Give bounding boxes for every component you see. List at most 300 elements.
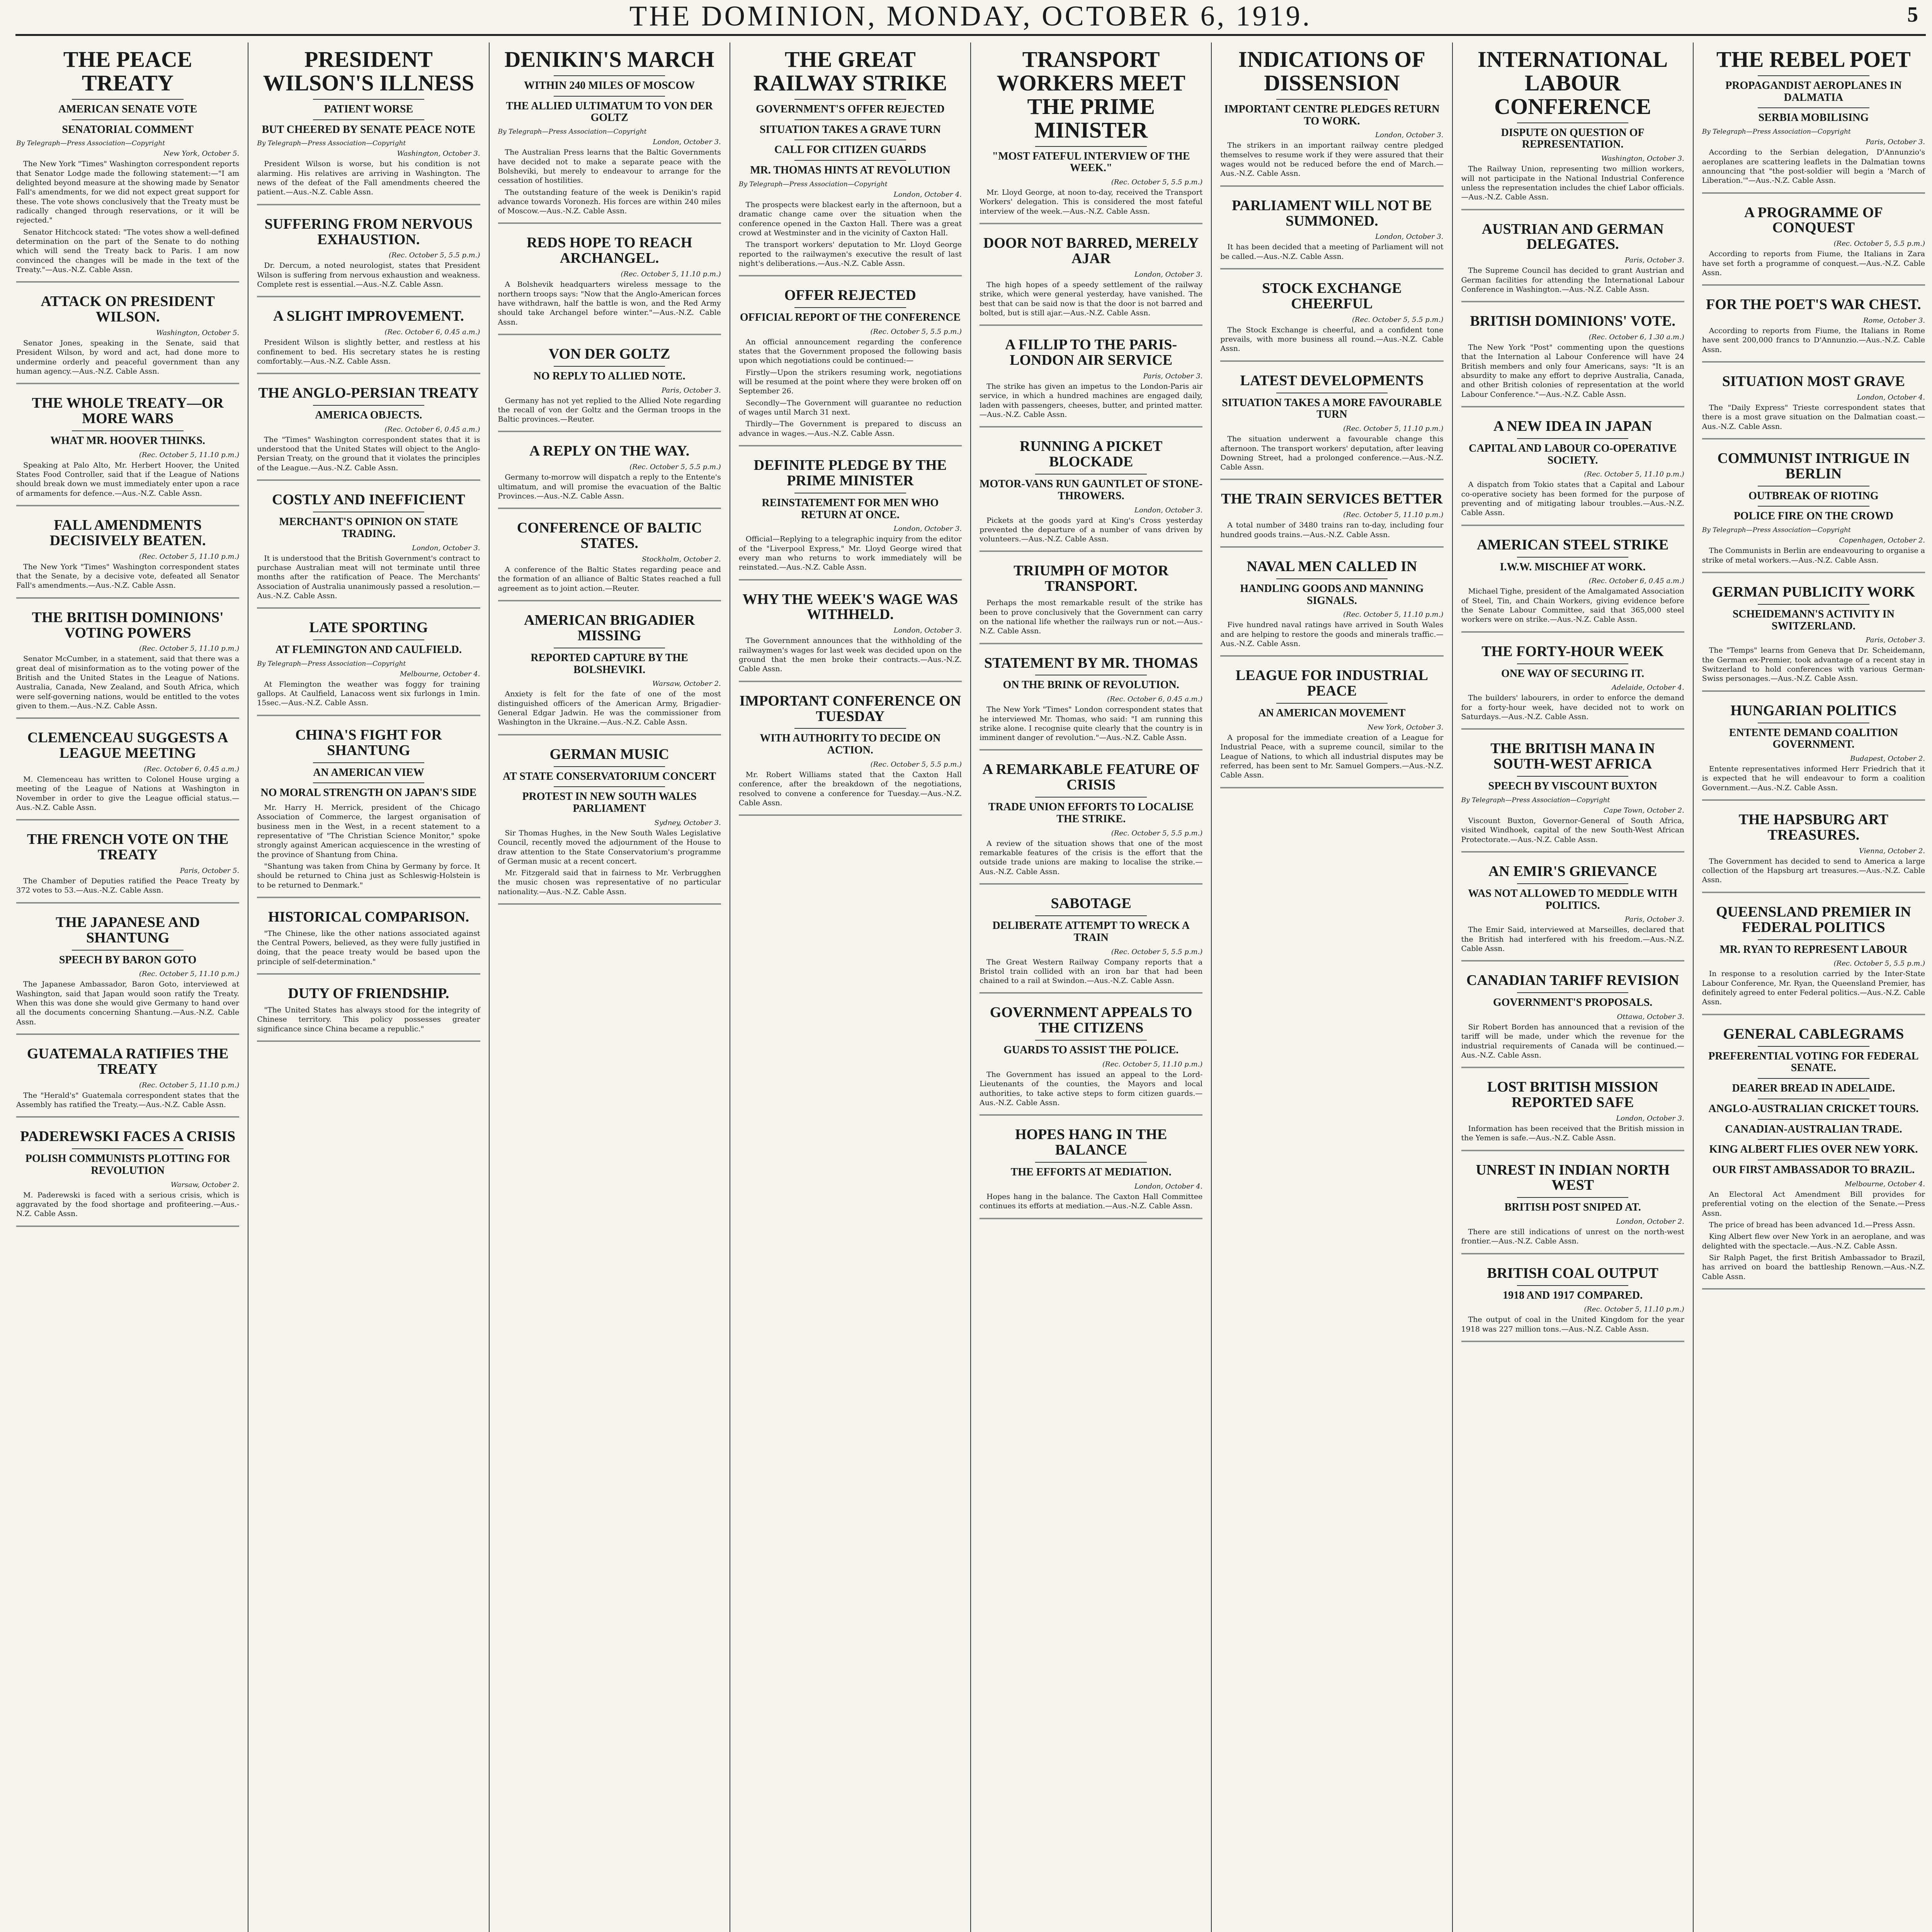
article-headline: THE ANGLO-PERSIAN TREATY [258,385,479,401]
article-rule [1702,1014,1925,1015]
article [1461,48,1684,210]
article-paragraph: Speaking at Palo Alto, Mr. Herbert Hoover, the United States Food Controller, said that if the League of Nations should break down we must immediately enter upon a race of armaments for defence.—Aus.-N.Z. Cable Assn. [16,461,240,498]
article-rule [498,431,721,432]
article-paragraph: King Albert flew over New York in an aeroplane, and was delighted with the spectacle.—Aus.-N.Z. Cable Assn. [1702,1232,1925,1250]
article-rule [16,718,239,719]
article-subheading: SPEECH BY VISCOUNT BUXTON [1488,780,1657,793]
article-subheading: DEARER BREAD IN ADELAIDE. [1732,1082,1895,1095]
article-rule [1702,572,1925,573]
article-paragraph: Pickets at the goods yard at King's Cross yesterday prevented the departure of a number of vans driven by volunteers.—Aus.-N.Z. Cable Assn. [980,516,1203,544]
article-body [498,396,721,424]
article-rule [257,897,480,898]
article-paragraph: An official announcement regarding the conference states that the Government proposed the following basis upon which negotiations could be continued:— [738,337,962,365]
article-subheading: MERCHANT'S OPINION ON STATE TRADING. [279,516,458,540]
article-dateline: (Rec. October 5, 11.10 p.m.) [1343,425,1444,433]
article-headline: A NEW IDEA IN JAPAN [1493,418,1652,434]
article-dateline: Paris, October 3. [1143,372,1203,380]
article-headline: FOR THE POET'S WAR CHEST. [1706,296,1921,313]
article-headline: PRESIDENT WILSON'S ILLNESS [263,47,474,95]
article-subheading: SITUATION TAKES A MORE FAVOURABLE TURN [1222,396,1442,421]
article-subheading: OUR FIRST AMBASSADOR TO BRAZIL. [1712,1164,1915,1176]
newspaper-column [1453,43,1694,1932]
article-headline: LATE SPORTING [309,619,428,636]
article [16,294,239,384]
article-body [16,876,239,895]
article-dateline: London, October 3. [893,626,962,635]
article-body [257,680,480,708]
headline-divider [1517,122,1629,123]
article-paragraph: M. Paderewski is faced with a serious crisis, which is aggravated by the food shortage and profiteering.—Aus.-N.Z. Cable Assn. [16,1190,240,1218]
article-subheading: PROPAGANDIST AEROPLANES IN DALMATIA [1725,79,1902,104]
article-paragraph: A proposal for the immediate creation of a League for Industrial Peace, with a supreme council, similar to the League of Nations, to which all industrial disputes may be referred, has been sent to Mr. Samuel Gompers.—Aus.-N.Z. Cable Assn. [1220,733,1444,780]
article-rule [980,551,1202,552]
article-rule [739,445,962,446]
article-dateline: New York, October 5. [163,150,240,158]
article-byline: By Telegraph—Press Association—Copyright [1702,128,1851,136]
article-subheading: DELIBERATE ATTEMPT TO WRECK A TRAIN [992,919,1190,944]
article-byline: By Telegraph—Press Association—Copyright [1461,796,1610,804]
article-paragraph: Dr. Dercum, a noted neurologist, states that President Wilson is suffering from nervous exhaustion and weakness. Complete rest is essential.—Aus.-N.Z. Cable Assn. [257,261,480,289]
article-subheading: GOVERNMENT'S OFFER REJECTED [756,103,945,115]
article-dateline: Washington, October 5. [156,328,240,337]
headline-divider [1517,776,1629,777]
article-headline: THE TRAIN SERVICES BETTER [1221,491,1443,507]
article-subheading: WITH AUTHORITY TO DECIDE ON ACTION. [760,732,941,757]
article-headline: THE REBEL POET [1716,47,1911,72]
article-paragraph: The Communists in Berlin are endeavouring to organise a strike of metal workers.—Aus.-N.Z. Cable Assn. [1702,546,1925,565]
newspaper-column [730,43,971,1932]
article-rule [1220,479,1443,480]
article-byline: By Telegraph—Press Association—Copyright [16,139,165,148]
article [498,520,721,601]
article-headline: PARLIAMENT WILL NOT BE SUMMONED. [1232,197,1432,229]
article-paragraph: According to the Serbian delegation, D'Annunzio's aeroplanes are scattering leaflets in the Dalmatian towns announcing that "the post-soldier will begin a 'March of Liberation.'"—Aus.-N.Z. Cable Assn. [1702,148,1925,185]
article-body [1461,480,1684,517]
article-headline: COMMUNIST INTRIGUE IN BERLIN [1717,450,1910,482]
article-dateline: Adelaide, October 4. [1612,684,1684,692]
newspaper-column [490,43,730,1932]
headline-divider [1517,557,1629,558]
article-headline: A FILLIP TO THE PARIS-LONDON AIR SERVICE [1005,337,1177,369]
article-rule [498,334,721,335]
article-subheading: SCHEIDEMANN'S ACTIVITY IN SWITZERLAND. [1732,608,1895,632]
article [1702,812,1925,893]
article-paragraph: Michael Tighe, president of the Amalgamated Association of Steel, Tin, and Chain Workers, giving evidence before the Senate Labour Committee, said that 365,000 steel workers were on strike.—Aus.-N.Z. Cable Assn. [1461,587,1684,624]
article-subheading: THE ALLIED ULTIMATUM TO VON DER GOLTZ [506,100,713,124]
article-subheading: PREFERENTIAL VOTING FOR FEDERAL SENATE. [1708,1050,1919,1074]
article-byline: By Telegraph—Press Association—Copyright [257,660,406,668]
article-rule [1461,1253,1684,1254]
article-paragraph: The transport workers' deputation to Mr. Lloyd George reported to the railwaymen's executive the result of last night's deliberations.—Aus.-N.Z. Cable Assn. [738,240,962,268]
article-headline: CHINA'S FIGHT FOR SHANTUNG [295,726,442,759]
article-paragraph: The Japanese Ambassador, Baron Goto, interviewed at Washington, said that Japan would soon ratify the Treaty. When this was done she would give Germany to hand over all the documents concerning Shantung.—Aus.-N.Z. Cable Assn. [16,980,240,1026]
article [16,915,239,1035]
article-paragraph: The New York "Times" Washington correspondent reports that Senator Lodge made the following statement:—"I am delighted beyond measure at the showing made by Senator Fall's amendments, for we did not expect great support for these. The vote shows conclusively that the Treaty must be radically changed through reservations, or it will be rejected." [16,160,240,225]
article-paragraph: Secondly—The Government will guarantee no reduction of wages until March 31 next. [738,398,962,417]
article-headline: VON DER GOLTZ [548,345,670,362]
article-rule [16,281,239,282]
article-subheading: NO MORAL STRENGTH ON JAPAN'S SIDE [260,787,477,799]
article-dateline: Paris, October 3. [1866,138,1925,146]
article [980,1127,1202,1219]
article-rule [16,1116,239,1117]
article-paragraph: According to reports from Fiume, the Italians in Zara have set forth a programme of conquest.—Aus.-N.Z. Cable Assn. [1702,250,1925,277]
article-subheading: WAS NOT ALLOWED TO MEDDLE WITH POLITICS. [1468,887,1677,912]
headline-divider [1517,992,1629,993]
article-paragraph: A review of the situation shows that one of the most remarkable features of the crisis is the effort that the outside trade unions are making to localise the strike.—Aus.-N.Z. Cable Assn. [980,839,1203,876]
article-rule [980,325,1202,326]
article-headline: INDICATIONS OF DISSENSION [1238,47,1425,95]
article-headline: THE FRENCH VOTE ON THE TREATY [27,831,229,863]
article-headline: HOPES HANG IN THE BALANCE [1015,1126,1167,1158]
headline-divider [1758,506,1869,507]
article-subheading: MR. THOMAS HINTS AT REVOLUTION [750,164,951,177]
article-body [498,689,721,727]
article [16,396,239,506]
article-headline: SABOTAGE [1051,895,1131,912]
headline-divider [554,366,665,367]
article-subheading: 1918 AND 1917 COMPARED. [1503,1289,1643,1301]
headline-divider [794,139,906,140]
article-dateline: Ottawa, October 3. [1617,1012,1684,1021]
article-subheading: GOVERNMENT'S PROPOSALS. [1493,997,1653,1009]
headline-divider [794,119,906,120]
article-dateline: London, October 4. [893,190,962,199]
article-paragraph: Sir Thomas Hughes, in the New South Wales Legislative Council, recently moved the adjournment of the House to draw attention to the State Conservatorium's programme of German music at a recent concert. [498,828,721,866]
newspaper-column [1212,43,1452,1932]
article-headline: A SLIGHT IMPROVEMENT. [273,308,464,325]
article-subheading: PROTEST IN NEW SOUTH WALES PARLIAMENT [522,791,697,815]
article-dateline: (Rec. October 5, 5.5 p.m.) [1111,178,1203,187]
article-dateline: London, October 3. [653,138,721,146]
article-dateline: Paris, October 5. [180,867,240,875]
article-subheading: REPORTED CAPTURE BY THE BOLSHEVIKI. [531,651,688,676]
article [1461,537,1684,633]
article-subheading: POLICE FIRE ON THE CROWD [1733,510,1894,522]
article-dateline: (Rec. October 6, 0.45 a.m.) [384,425,480,434]
article-rule [257,296,480,297]
article-body [1461,1315,1684,1334]
article-paragraph: Viscount Buxton, Governor-General of South Africa, visited Windhoek, capital of the new South-West African Protectorate.—Aus.-N.Z. Cable Assn. [1461,816,1684,844]
article [1702,297,1925,362]
article-byline: By Telegraph—Press Association—Copyright [257,139,406,148]
article-dateline: (Rec. October 5, 11.10 p.m.) [1343,611,1444,619]
headline-divider [1758,939,1869,940]
article-subheading: WHAT MR. HOOVER THINKS. [50,434,205,447]
headline-divider [313,405,425,406]
article-subheading: AN AMERICAN MOVEMENT [1258,707,1406,719]
article-rule [1220,268,1443,269]
article-paragraph: The Railway Union, representing two million workers, will not participate in the National Industrial Conference unless the representation includes the chief Labor officials.—Aus.-N.Z. Cable Assn. [1461,165,1684,202]
article-paragraph: The "Times" Washington correspondent states that it is understood that the United States will object to the Anglo-Persian Treaty, on the ground that it violates the principles of the League.—Aus.-N.Z. Cable Assn. [257,435,480,472]
article [498,444,721,509]
article-headline: AN EMIR'S GRIEVANCE [1488,863,1657,879]
masthead-rule [15,34,1926,36]
article-paragraph: The Stock Exchange is cheerful, and a confident tone prevails, with more business all round.—Aus.-N.Z. Cable Assn. [1220,325,1444,353]
article-dateline: London, October 3. [893,525,962,533]
article-dateline: (Rec. October 5, 11.10 p.m.) [139,1081,240,1089]
article-body [257,338,480,366]
article [1220,198,1443,269]
article-dateline: Melbourne, October 4. [400,670,480,678]
headline-divider [1517,438,1629,439]
article-headline: COSTLY AND INEFFICIENT [272,492,465,508]
article [16,730,239,820]
article [980,563,1202,644]
article-paragraph: The New York "Times" London correspondent states that he interviewed Mr. Thomas, who said: "I am running this strike alone. I recognise quite clearly that the country is in imminent danger of revolution."—Aus.-N.Z. Cable Assn. [980,705,1203,742]
article-dateline: Sydney, October 3. [654,818,721,827]
article-body [16,562,239,590]
headline-divider [794,728,906,729]
headline-divider [1035,146,1147,147]
article-body [980,705,1202,742]
article-rule [16,597,239,599]
article-rule [1220,185,1443,187]
article-body [980,280,1202,318]
article-headline: DENIKIN'S MARCH [504,47,714,72]
article-paragraph: The Government announces that the withholding of the railwaymen's wages for last week was decided upon on the ground that the men broke their contracts.—Aus.-N.Z. Cable Assn. [738,636,962,673]
article-rule [980,426,1202,427]
article-paragraph: The high hopes of a speedy settlement of the railway strike, which were general yesterday, have vanished. The best that can be said now is that the door is not barred and bolted, but is still ajar.—Aus.-N.Z. Cable Assn. [980,280,1203,317]
article-headline: THE BRITISH MANA IN SOUTH-WEST AFRICA [1490,740,1655,772]
article-subheading: ANGLO-AUSTRALIAN CRICKET TOURS. [1708,1102,1919,1115]
article-dateline: Warsaw, October 2. [652,680,721,688]
article-dateline: Melbourne, October 4. [1845,1180,1925,1189]
article-dateline: Rome, October 3. [1863,316,1925,325]
article-headline: GENERAL CABLEGRAMS [1723,1026,1904,1042]
article-rule [1461,1341,1684,1342]
article-dateline: London, October 4. [1134,1182,1203,1190]
article-dateline: Paris, October 3. [1866,636,1925,645]
article-dateline: (Rec. October 6, 0.45 a.m.) [144,765,240,774]
article-body [1220,520,1443,539]
article-paragraph: Germany has not yet replied to the Allied Note regarding the recall of von der Goltz and the German troops in the Baltic provinces.—Reuter. [498,396,721,424]
article-paragraph: At Flemington the weather was foggy for training gallops. At Caulfield, Lanacoss went six furlongs in 1min. 15sec.—Aus.-N.Z. Cable Assn. [257,680,480,707]
article-headline: CLEMENCEAU SUGGESTS A LEAGUE MEETING [27,730,228,762]
headline-divider [1758,1078,1869,1079]
article-body [1461,1227,1684,1246]
article-rule [498,508,721,509]
headline-divider [1035,1040,1147,1041]
article-rule [1461,1150,1684,1151]
article-rule [1702,192,1925,194]
article-rule [1702,438,1925,439]
article-paragraph: There are still indications of unrest on the north-west frontier.—Aus.-N.Z. Cable Assn. [1461,1228,1684,1246]
article-body [739,636,962,673]
headline-divider [313,762,425,763]
article-rule [1461,301,1684,302]
article [257,986,480,1042]
article-headline: INTERNATIONAL LABOUR CONFERENCE [1478,47,1668,119]
article [498,48,721,224]
article-paragraph: It is understood that the British Government's contract to purchase Australian meat will not terminate until three months after the ratification of Peace. The Merchants' Association of Australia unanimously passed a resolution.—Aus.-N.Z. Cable Assn. [257,554,480,600]
article-rule [16,505,239,506]
article [1702,205,1925,286]
article-paragraph: The "Temps" learns from Geneva that Dr. Scheidemann, the German ex-Premier, took advantage of a recent stay in Switzerland to hold conferences with various German-Swiss personages.—Aus.-N.Z. Cable Assn. [1702,646,1925,683]
article-body [257,1005,480,1034]
article-paragraph: The Australian Press learns that the Baltic Governments have decided not to make a separate peace with the Bolsheviki, but merely to endeavour to arrange for the cessation of hostilities. [498,148,721,185]
article-paragraph: The Great Western Railway Company reports that a Bristol train collided with an iron bar that had been chained to a rail at Swindon.—Aus.-N.Z. Cable Assn. [980,957,1203,985]
article-dateline: Paris, October 3. [1625,915,1684,924]
article-paragraph: The builders' labourers, in order to enforce the demand for a forty-hour week, have decided not to work on Saturdays.—Aus.-N.Z. Cable Assn. [1461,694,1684,721]
masthead [0,0,1932,34]
article-rule [498,903,721,905]
article [1461,644,1684,730]
article-rule [257,715,480,716]
article-rule [1461,209,1684,210]
article-body [1220,733,1443,780]
article [16,518,239,599]
article-rule [16,819,239,820]
headline-divider [1276,99,1388,100]
article-paragraph: It has been decided that a meeting of Parliament will not be called.—Aus.-N.Z. Cable Assn. [1220,243,1444,261]
article-headline: REDS HOPE TO REACH ARCHANGEL. [526,235,692,267]
article-body [980,382,1202,419]
article-dateline: (Rec. October 5, 5.5 p.m.) [1111,829,1203,837]
article-rule [980,1218,1202,1219]
article-byline: By Telegraph—Press Association—Copyright [498,128,647,136]
article-rule [980,643,1202,644]
article-headline: IMPORTANT CONFERENCE ON TUESDAY [739,692,961,724]
article-dateline: Budapest, October 2. [1850,755,1925,763]
article-dateline: (Rec. October 5, 5.5 p.m.) [1833,240,1925,248]
article [1461,1266,1684,1342]
article-headline: CANADIAN TARIFF REVISION [1466,972,1679,989]
article-body [1220,242,1443,261]
article-body [1220,141,1443,178]
article-headline: GERMAN MUSIC [549,746,669,762]
article [498,613,721,735]
article-rule [739,275,962,276]
article-body [1461,925,1684,953]
article-dateline: Paris, October 3. [1625,256,1684,265]
article-headline: TRIUMPH OF MOTOR TRANSPORT. [1014,563,1169,595]
article-subheading: ON THE BRINK OF REVOLUTION. [1003,679,1179,691]
article-rule [257,480,480,481]
article-headline: BRITISH COAL OUTPUT [1487,1265,1658,1281]
article-headline: STOCK EXCHANGE CHEERFUL [1262,280,1402,312]
article-rule [739,815,962,816]
headline-divider [794,160,906,161]
article-headline: QUEENSLAND PREMIER IN FEDERAL POLITICS [1716,903,1911,935]
article [980,337,1202,427]
article-dateline: (Rec. October 5, 11.10 p.m.) [1343,511,1444,519]
article-headline: FALL AMENDMENTS DECISIVELY BEATEN. [49,517,206,549]
article-paragraph: The Government has decided to send to America a large collection of the Hapsburg art treasures.—Aus.-N.Z. Cable Assn. [1702,857,1925,884]
article-dateline: London, October 3. [1134,506,1203,514]
article [498,347,721,432]
article [16,1129,239,1226]
article-rule [16,383,239,384]
article-body [257,803,480,890]
newspaper-column [248,43,489,1932]
headline-divider [1035,797,1147,798]
article-paragraph: President Wilson is slightly better, and restless at his confinement to bed. His secretary states he is resting comfortably.—Aus.-N.Z. Cable Assn. [257,338,480,366]
article-paragraph: Anxiety is felt for the fate of one of the most distinguished officers of the American Army, Brigadier-General Edgar Jadwin. He was the commissioner from Washington in the Ukraine.—Aus.-N.Z. Cable Assn. [498,690,721,727]
article-headline: LEAGUE FOR INDUSTRIAL PEACE [1235,667,1429,699]
page-number: 5 [1907,3,1918,27]
headline-divider [313,99,425,100]
article-headline: THE FORTY-HOUR WEEK [1481,643,1664,660]
article-rule [1461,960,1684,961]
article-rule [1461,525,1684,526]
article-headline: WHY THE WEEK'S WAGE WAS WITHHELD. [742,591,958,623]
article-subheading: PATIENT WORSE [324,103,413,115]
article-paragraph: A conference of the Baltic States regarding peace and the formation of an alliance of Baltic States reached a full agreement as to joint action.—Reuter. [498,565,721,593]
article [1702,374,1925,439]
article-rule [257,973,480,975]
article-body [1461,343,1684,399]
article [257,386,480,481]
article [1220,492,1443,548]
article-rule [1461,1067,1684,1068]
article-rule [16,1034,239,1035]
article-headline: GOVERNMENT APPEALS TO THE CITIZENS [990,1004,1192,1036]
article [1461,864,1684,961]
article-paragraph: Senator McCumber, in a statement, said that there was a great deal of misinformation as to the voting power of the British and the United States in the League of Nations. Australia, Canada, New Zealand, and South Africa, which were self-governing nations, would be entitled to the votes given to them.—Aus.-N.Z. Cable Assn. [16,655,240,711]
article-headline: THE PEACE TREATY [63,47,192,95]
article-body [16,654,239,711]
article-dateline: Cape Town, October 2. [1603,806,1684,815]
article-body [739,337,962,438]
article-body [16,775,239,812]
article-paragraph: The strikers in an important railway centre pledged themselves to resume work if they were assured that their wages would not be reduced before the end of March.—Aus.-N.Z. Cable Assn. [1220,141,1444,178]
article [739,48,962,276]
article-rule [16,1226,239,1227]
article [1461,314,1684,407]
article [739,592,962,682]
article-paragraph: Perhaps the most remarkable result of the strike has been to prove conclusively that the Government can carry on the national life whether the railways run or not.—Aus.-N.Z. Cable Assn. [980,599,1203,636]
headline-divider [313,119,425,120]
newspaper-columns [8,43,1932,1932]
article-body [1702,148,1925,185]
article-headline: THE JAPANESE AND SHANTUNG [56,914,200,946]
article [1702,451,1925,573]
article-paragraph: President Wilson is worse, but his condition is not alarming. His relatives are arriving in Washington. The news of the defeat of the Fall amendments cheered the patient.—Aus.-N.Z. Cable Assn. [257,160,480,197]
article [1220,48,1443,187]
article-dateline: (Rec. October 5, 11.10 p.m.) [139,645,240,653]
article-headline: THE BRITISH DOMINIONS' VOTING POWERS [32,609,224,641]
article-dateline: London, October 3. [1134,270,1203,279]
headline-divider [1276,578,1388,579]
article-paragraph: The Supreme Council has decided to grant Austrian and German facilities for attending the International Labour Conference in Washington.—Aus.-N.Z. Cable Assn. [1461,266,1684,294]
article-paragraph: A dispatch from Tokio states that a Capital and Labour co-operative society has been formed for the purpose of preventing and of mitigating labour troubles.—Aus.-N.Z. Cable Assn. [1461,480,1684,517]
article [739,458,962,580]
article-subheading: KING ALBERT FLIES OVER NEW YORK. [1709,1143,1918,1156]
article [1461,419,1684,526]
article-body [16,159,239,274]
headline-divider [72,1148,184,1149]
article-subheading: SERBIA MOBILISING [1758,112,1869,124]
article-headline: THE HAPSBURG ART TREASURES. [1738,811,1888,843]
article-dateline: (Rec. October 5, 5.5 p.m.) [1352,315,1444,324]
article-rule [1220,787,1443,788]
article-dateline: London, October 3. [1616,1114,1684,1122]
article-rule [257,373,480,374]
article [16,610,239,719]
article-body [1461,816,1684,844]
article-rule [980,992,1202,993]
headline-divider [1276,703,1388,704]
article-paragraph: The Chamber of Deputies ratified the Peace Treaty by 372 votes to 53.—Aus.-N.Z. Cable Assn. [16,877,240,895]
article-body [980,957,1202,986]
article-subheading: IMPORTANT CENTRE PLEDGES RETURN TO WORK. [1224,103,1440,127]
article-body [980,188,1202,216]
article-paragraph: The New York "Post" commenting upon the questions that the Internation al Labour Conference will have 24 British members and only four Americans, says: "It is an absurdity to make any effort to deprive Australia, Canada, and other British colonies of representation at the world Labour Conference."—Aus.-N.Z. Cable Assn. [1461,343,1684,399]
article-body [739,770,962,808]
article-subheading: AN AMERICAN VIEW [313,766,424,779]
article-dateline: London, October 3. [1375,233,1444,241]
